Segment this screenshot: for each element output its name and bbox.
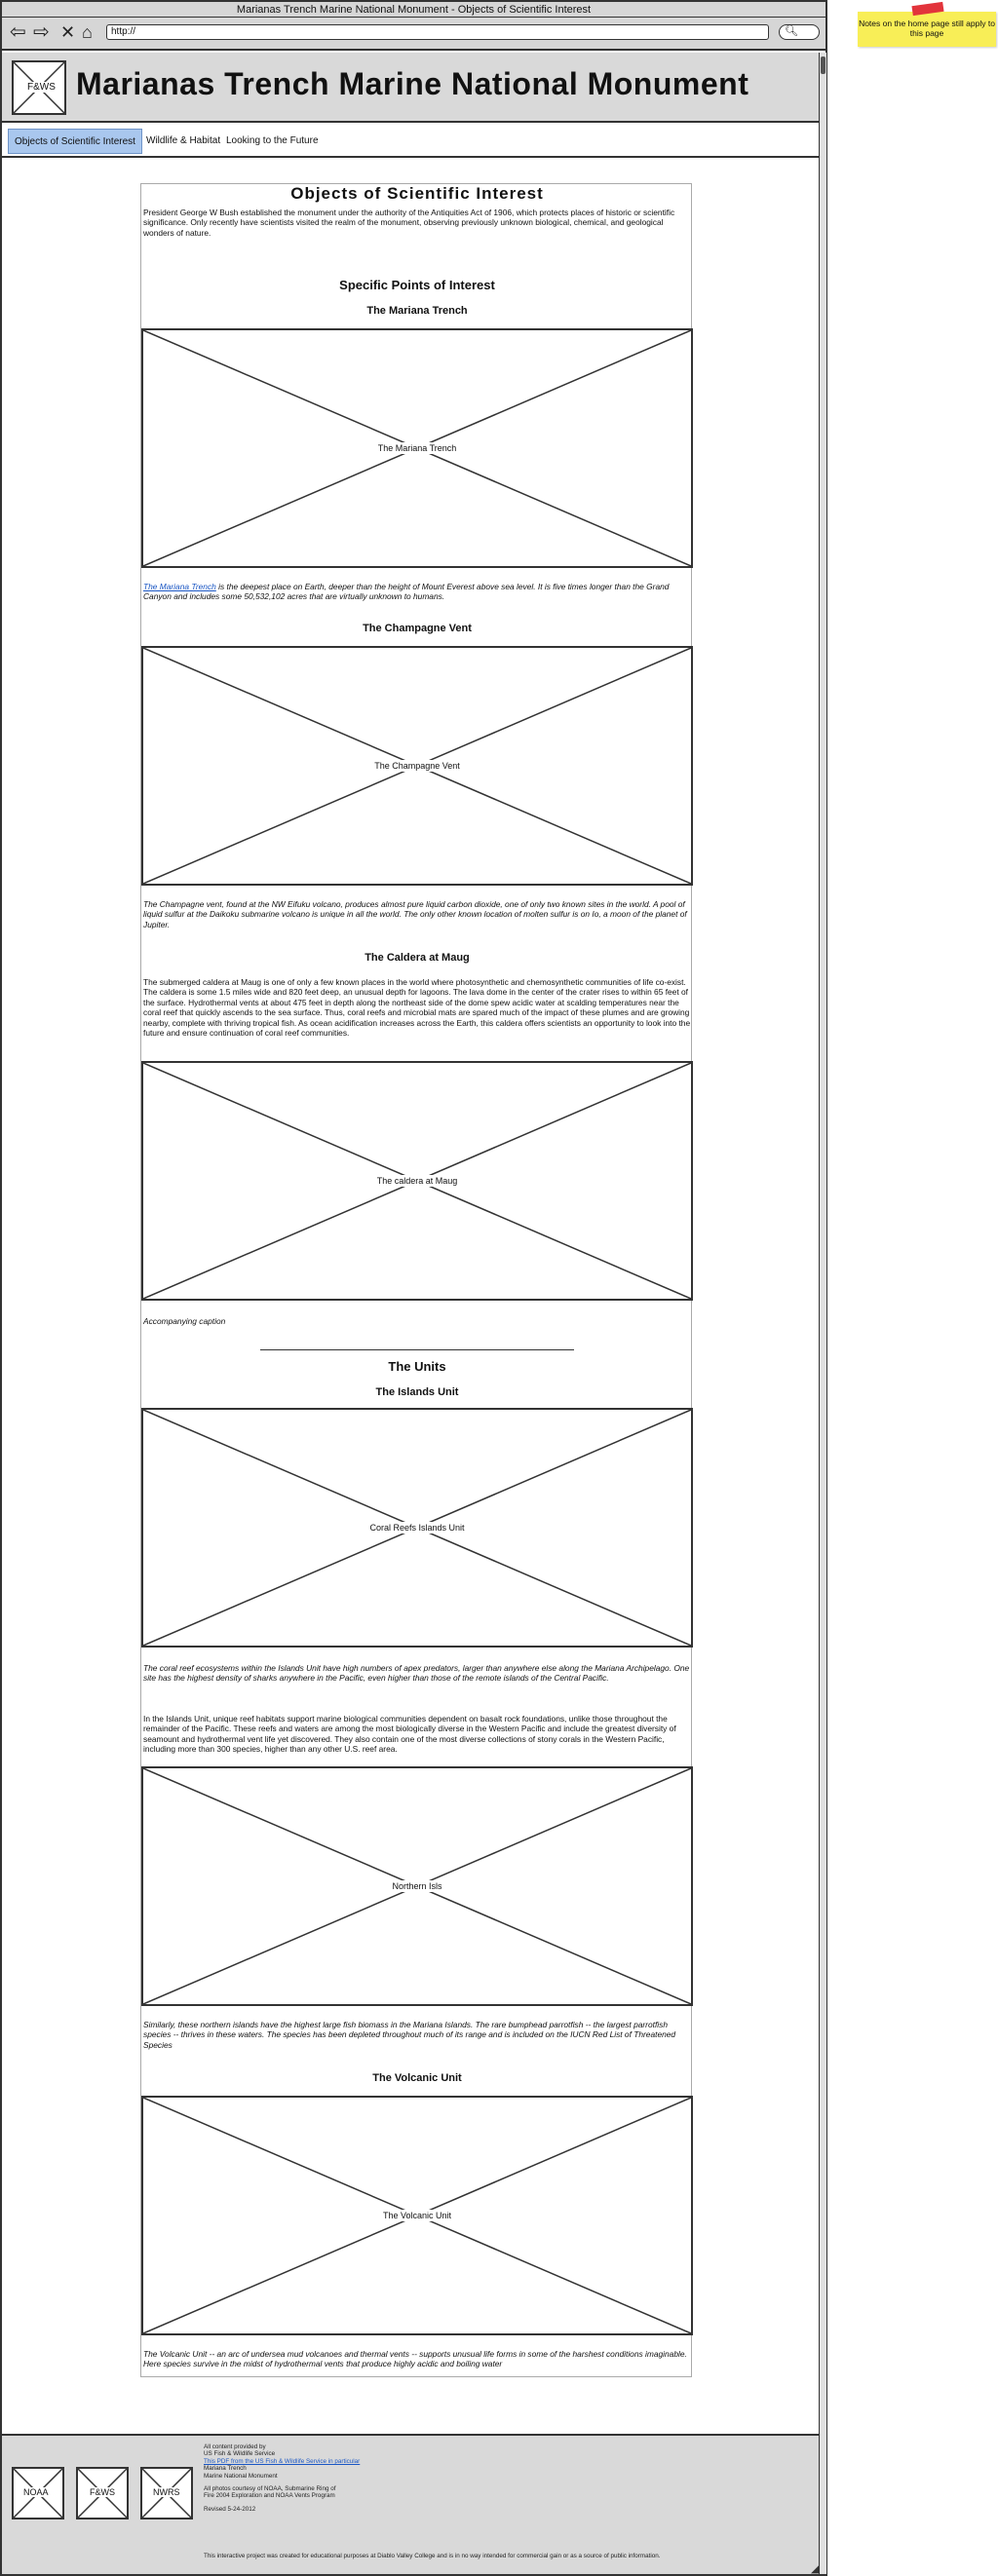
scrollbar-thumb[interactable]	[821, 57, 825, 74]
noaa-logo-text: NOAA	[23, 2487, 49, 2497]
tab-wildlife-habitat[interactable]: Wildlife & Habitat	[146, 135, 221, 146]
maug-caption: Accompanying caption	[143, 1316, 226, 1326]
volcanic-heading: The Volcanic Unit	[372, 2072, 462, 2084]
url-input[interactable]: http://	[106, 24, 769, 40]
islands-paragraph: In the Islands Unit, unique reef habitats support marine biological communities dependent on basalt rock foundations, unlike those throughout the remainder of the Pacific. These reefs and waters are among the most biologically diverse in the Western Pacific and include the greatest diversity of seamount and hydrothermal vent life yet discovered. They also contain one of the most diverse collections of stony corals in the Western Pacific, including more than 300 species, higher than any other U.S. reef area.	[143, 1714, 676, 1755]
tab-looking-to-the-future[interactable]: Looking to the Future	[226, 135, 319, 146]
vent-heading: The Champagne Vent	[363, 623, 472, 634]
tape-icon	[911, 2, 943, 16]
trench-heading: The Mariana Trench	[366, 305, 468, 317]
volcanic-image-label: The Volcanic Unit	[382, 2211, 452, 2220]
home-icon[interactable]: ⌂	[82, 22, 93, 42]
footer-line4: Mariana Trench	[204, 2465, 247, 2473]
fws-logo	[12, 60, 66, 115]
tab-bar	[2, 125, 819, 158]
northern-caption: Similarly, these northern islands have the highest large fish biomass in the Mariana Islands. The rare bumphead parrotfish -- the largest parrotfish species -- thrives in these waters. The species has been depleted throughout much of its range and is included on the IUCN Red List of Threatened Species	[143, 2020, 676, 2050]
footer-revised: Revised 5-24-2012	[204, 2505, 256, 2513]
site-header	[2, 53, 819, 123]
vent-image-label: The Champagne Vent	[374, 761, 460, 771]
trench-caption	[141, 582, 693, 602]
nwrs-logo	[140, 2467, 193, 2519]
footer-photos-2: Fire 2004 Exploration and NOAA Vents Program	[204, 2492, 335, 2500]
trench-image-label: The Mariana Trench	[377, 443, 457, 453]
trench-link[interactable]: The Mariana Trench	[143, 582, 216, 591]
search-box[interactable]	[779, 24, 820, 40]
maug-paragraph: The submerged caldera at Maug is one of only a few known places in the world where photosynthetic and chemosynthetic communities of life co-exist. The caldera is some 1.5 miles wide and 820 feet deep, an unusual depth for lagoons. The lava dome in the center of the crater rises to within 65 feet of the surface. Hydrothermal vents at about 475 feet in depth along the northeast side of the dome spew acidic water at scalding temperatures near the coral reef that quickly ascends to the sea surface. Thus, coral reefs and microbial mats are spared much of the impact of these plumes and are growing nearby, complete with thriving tropical fish. As ocean acidification increases across the Earth, this caldera offers scientists an opportunity to look into the future and ensure continuation of coral reef communities.	[143, 977, 691, 1039]
footer-pdf-link[interactable]: This PDF from the US Fish & Wildlife Service in particular	[204, 2457, 361, 2465]
maug-image	[141, 1061, 693, 1301]
browser-toolbar	[2, 18, 825, 51]
nwrs-logo-text: NWRS	[153, 2487, 180, 2497]
trench-image	[141, 328, 693, 568]
trench-caption-text: is the deepest place on Earth, deeper than the height of Mount Everest above sea level. It is five times longer than the Grand Canyon and includes some 50,532,102 acres that are virtually unknown to humans.	[143, 582, 670, 602]
sticky-note	[858, 12, 996, 47]
intro-paragraph: President George W Bush established the monument under the authority of the Antiquities Act of 1906, which protects places of historic or scientific significance. Only recently have scientists visited the realm of the monument, observing previously unknown biological, chemical, and geological wonders of nature.	[143, 208, 675, 238]
back-icon[interactable]: ⇦	[10, 21, 26, 43]
site-title: Marianas Trench Marine National Monument	[76, 66, 749, 101]
footer-disclaimer: This interactive project was created for educational purposes at Diablo Valley College and is in no way intended for commercial gain or as a source of public information.	[204, 2553, 661, 2559]
noaa-logo	[12, 2467, 64, 2519]
maug-image-label: The caldera at Maug	[376, 1176, 458, 1186]
northern-image	[141, 1766, 693, 2006]
volcanic-image	[141, 2096, 693, 2335]
close-icon[interactable]: ✕	[60, 22, 76, 42]
islands-heading: The Islands Unit	[375, 1386, 459, 1398]
units-heading: The Units	[388, 1359, 446, 1374]
page-viewport	[2, 53, 819, 2574]
sticky-note-text: Notes on the home page still apply to this page	[859, 19, 995, 38]
forward-icon[interactable]: ⇨	[33, 21, 50, 43]
section-divider	[260, 1349, 574, 1350]
site-footer	[2, 2434, 819, 2574]
page-title: Objects of Scientific Interest	[290, 184, 544, 203]
volcanic-caption: The Volcanic Unit -- an arc of undersea mud volcanoes and thermal vents -- supports unusual life forms in some of the harshest conditions imaginable. Here species survive in the midst of hydrothermal vents that produce highly acidic and boiling water	[143, 2349, 687, 2369]
vent-image	[141, 646, 693, 886]
footer-photos-1: All photos courtesy of NOAA, Submarine Ring of	[204, 2485, 336, 2493]
maug-heading: The Caldera at Maug	[365, 952, 470, 964]
fws-footer-logo	[76, 2467, 129, 2519]
footer-line5: Marine National Monument	[204, 2472, 278, 2480]
logo-text: F&WS	[27, 82, 56, 93]
main-content	[140, 183, 692, 2377]
fws-footer-logo-text: F&WS	[90, 2487, 115, 2497]
window-title: Marianas Trench Marine National Monument - Objects of Scientific Interest	[2, 2, 825, 18]
footer-credits	[204, 2443, 360, 2513]
vertical-scrollbar[interactable]	[819, 53, 826, 2574]
search-icon: 🔍︎	[785, 25, 798, 37]
specific-points-heading: Specific Points of Interest	[339, 278, 495, 292]
islands-image-label: Coral Reefs Islands Unit	[369, 1523, 465, 1533]
footer-content-by: All content provided by	[204, 2443, 266, 2450]
islands-caption: The coral reef ecosystems within the Islands Unit have high numbers of apex predators, larger than anywhere else along the Mariana Archipelago. One site has the highest density of sharks anywhere in the Pacific, even higher than those of the remote islands of the Central Pacific.	[143, 1663, 690, 1684]
northern-image-label: Northern Isls	[392, 1881, 442, 1891]
vent-caption: The Champagne vent, found at the NW Eifuku volcano, produces almost pure liquid carbon dioxide, one of only two known sites in the world. A pool of liquid sulfur at the Daikoku submarine volcano is unique in all the world. The only other known location of molten sulfur is on Io, a moon of the planet of Jupiter.	[143, 899, 687, 929]
resize-grip-icon[interactable]: ◢	[811, 2563, 820, 2575]
footer-line2: US Fish & Wildlife Service	[204, 2450, 276, 2458]
islands-image	[141, 1408, 693, 1648]
tab-objects-of-scientific-interest[interactable]: Objects of Scientific Interest	[8, 129, 142, 154]
